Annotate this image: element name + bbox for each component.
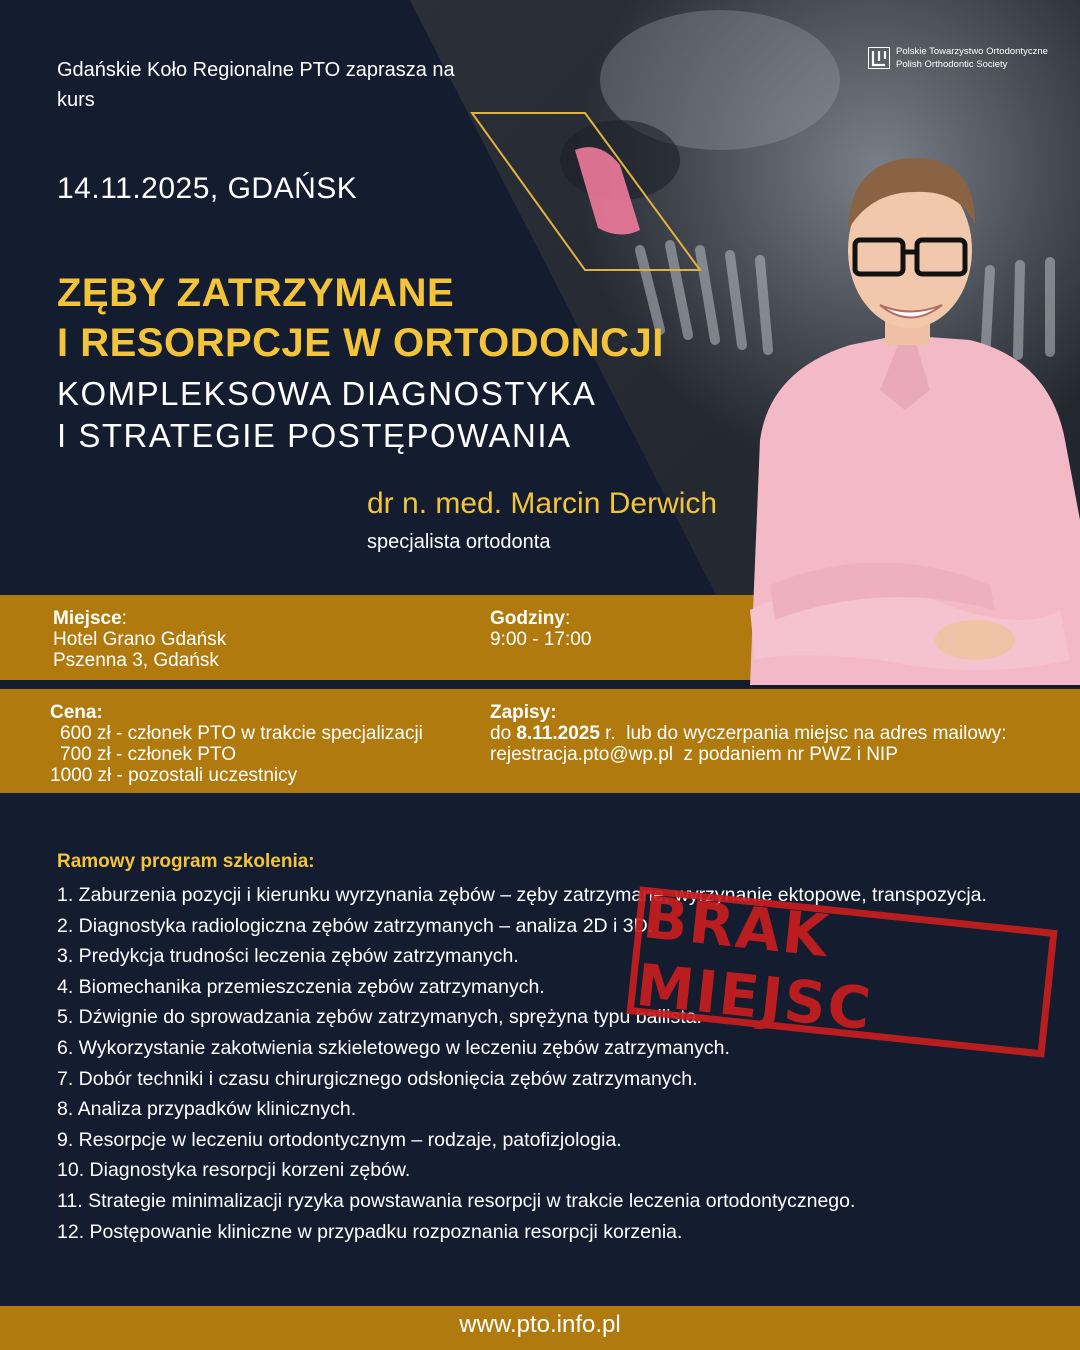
- sold-out-stamp: BRAK MIEJSC: [626, 886, 1057, 1057]
- price-label: Cena:: [50, 702, 103, 723]
- date-place: 14.11.2025, GDAŃSK: [57, 172, 358, 205]
- venue-line-2: Pszenna 3, Gdańsk: [53, 650, 219, 671]
- program-item: 5. Dźwignie do sprowadzania zębów zatrzymanych, sprężyna typu ballista.: [57, 1006, 702, 1029]
- venue-line-1: Hotel Grano Gdańsk: [53, 629, 227, 650]
- program-item: 4. Biomechanika przemieszczenia zębów zatrzymanych.: [57, 975, 545, 998]
- price-item-2: 700 zł - członek PTO: [60, 744, 237, 765]
- course-title-line-1: ZĘBY ZATRZYMANE: [57, 271, 455, 315]
- program-heading: Ramowy program szkolenia:: [57, 851, 315, 872]
- price-info: [50, 702, 423, 786]
- program-item: 2. Diagnostyka radiologiczna zębów zatrzymanych – analiza 2D i 3D.: [57, 914, 654, 937]
- registration-label: Zapisy:: [490, 702, 557, 723]
- venue-label: Miejsce: [53, 608, 122, 629]
- course-subtitle: [57, 373, 596, 457]
- hours-label: Godziny: [490, 608, 565, 629]
- org-name-en: Polish Orthodontic Society: [896, 59, 1008, 70]
- program-item: 8. Analiza przypadków klinicznych.: [57, 1098, 357, 1121]
- speaker-name: dr n. med. Marcin Derwich: [367, 487, 718, 520]
- venue-info: Miejsce: Hotel Grano Gdańsk Pszenna 3, Gdańsk: [53, 608, 227, 671]
- pto-logo: [868, 45, 1048, 71]
- registration-email[interactable]: rejestracja.pto@wp.pl z podaniem nr PWZ i NIP: [490, 744, 898, 765]
- program-item: 3. Predykcja trudności leczenia zębów zatrzymanych.: [57, 945, 519, 968]
- price-item-3: 1000 zł - pozostali uczestnicy: [50, 765, 298, 786]
- program-item: 9. Resorpcje w leczeniu ortodontycznym – rodzaje, patofizjologia.: [57, 1128, 622, 1151]
- registration-suffix: r. lub do wyczerpania miejsc na adres mailowy:: [599, 723, 1007, 744]
- program-item: 10. Diagnostyka resorpcji korzeni zębów.: [57, 1159, 411, 1182]
- registration-deadline: 8.11.2025: [516, 723, 600, 744]
- pto-logo-icon: [868, 47, 890, 69]
- hours-value: 9:00 - 17:00: [490, 629, 592, 650]
- program-item: 11. Strategie minimalizacji ryzyka powstawania resorpcji w trakcie leczenia ortodontycznego.: [57, 1189, 856, 1212]
- price-item-1: 600 zł - członek PTO w trakcie specjalizacji: [60, 723, 423, 744]
- program-item: 6. Wykorzystanie zakotwienia szkieletowego w leczeniu zębów zatrzymanych.: [57, 1036, 730, 1059]
- registration-prefix: do: [490, 723, 517, 744]
- speaker-photo: [730, 140, 1080, 685]
- course-subtitle-line-2: I STRATEGIE POSTĘPOWANIA: [57, 417, 572, 454]
- course-title-line-2: I RESORPCJE W ORTODONCJI: [57, 321, 664, 365]
- org-name-pl: Polskie Towarzystwo Ortodontyczne: [896, 46, 1048, 57]
- intro-text: Gdańskie Koło Regionalne PTO zaprasza na kurs: [57, 59, 455, 111]
- hours-info: Godziny: 9:00 - 17:00: [490, 608, 592, 650]
- website-footer[interactable]: www.pto.info.pl: [0, 1306, 1080, 1350]
- speaker-role: specjalista ortodonta: [367, 531, 551, 553]
- course-title: [57, 268, 664, 368]
- program-item: 1. Zaburzenia pozycji i kierunku wyrzynania zębów – zęby zatrzymane, wyrzynanie ektopowe, transpozycja.: [57, 884, 987, 906]
- program-item: 12. Postępowanie kliniczne w przypadku rozpoznania resorpcji korzenia.: [57, 1220, 683, 1243]
- program-item: 7. Dobór techniki i czasu chirurgicznego odsłonięcia zębów zatrzymanych.: [57, 1067, 698, 1090]
- registration-info: [490, 702, 1006, 765]
- course-subtitle-line-1: KOMPLEKSOWA DIAGNOSTYKA: [57, 375, 597, 412]
